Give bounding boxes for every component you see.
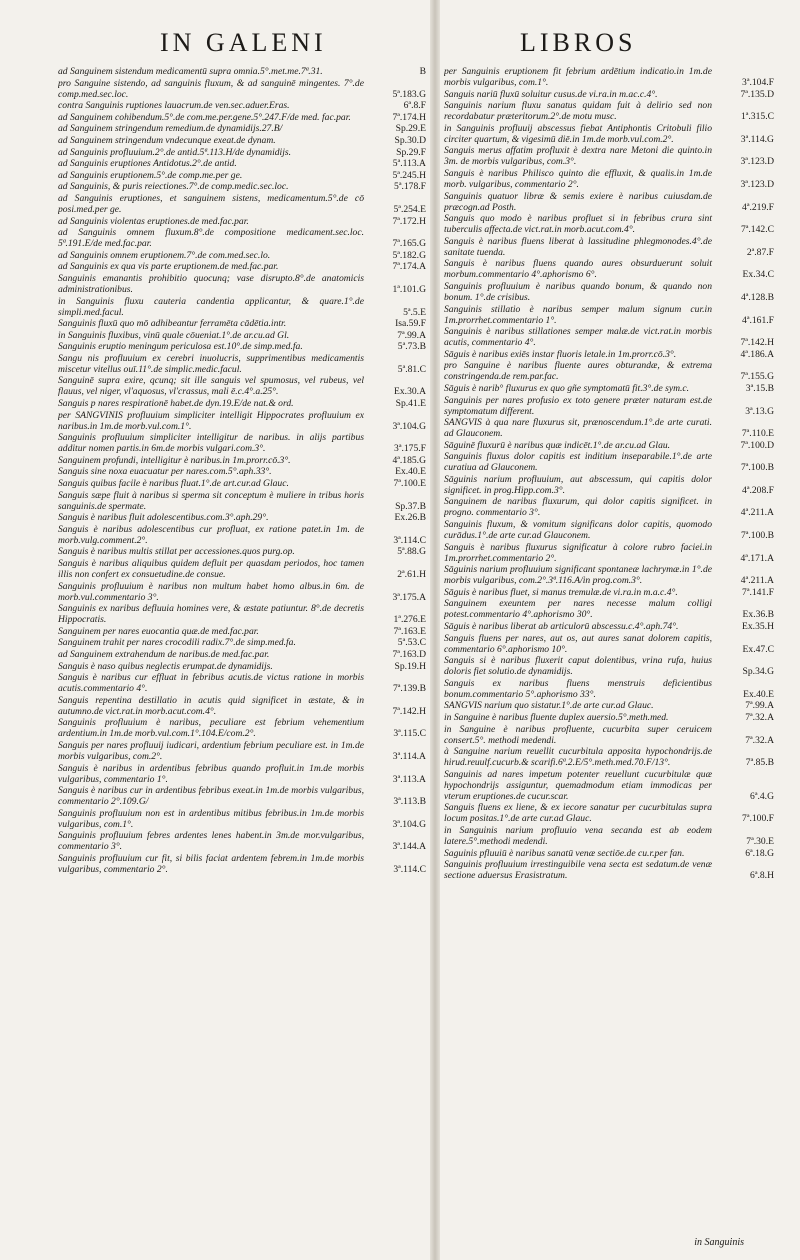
- index-entry: [58, 181, 426, 192]
- entry-reference: 5ª.73.B: [397, 341, 426, 353]
- entry-reference: 4ª.219.F: [742, 201, 774, 213]
- entry-text: Sāguis è naribus exiēs instar fluoris letale.in 1m.prorr.cō.3°.: [444, 348, 677, 360]
- index-entry: [444, 66, 774, 88]
- index-entry: [444, 769, 774, 802]
- entry-reference: 7ª.100.D: [740, 439, 774, 451]
- entry-reference: 7ª.141.F: [742, 586, 774, 598]
- index-entry: [58, 717, 426, 739]
- entry-text: pro Sanguine è naribus fluente aures obturandæ, & extrema constringenda.de rem.par.fac.: [444, 360, 712, 383]
- entry-reference: Ex.35.H: [742, 621, 774, 633]
- entry-text: Sanguinē supra exire, qcunq; sit ille sanguis vel spumosus, vel rubeus, vel flauus, vel niger, vl'aquosus, vl'crassus, mali ē.c.4°.a.25°.: [58, 375, 364, 398]
- entry-reference: 3ª.144.A: [392, 841, 426, 853]
- entry-reference: Ex.34.C: [742, 269, 774, 281]
- index-entry: [444, 168, 774, 190]
- index-entry: [444, 417, 774, 439]
- entry-reference: 3ª.104.G: [392, 420, 426, 432]
- entry-reference: Ex.36.B: [742, 609, 774, 621]
- entry-text: ad Sanguinis violentas eruptiones.de med.fac.par.: [58, 215, 249, 227]
- entry-text: Sanguis è naribus multis stillat per accessiones.quos purg.op.: [58, 546, 295, 558]
- index-entry: [58, 695, 426, 717]
- index-entry: [444, 848, 774, 859]
- index-entry: [58, 375, 426, 397]
- entry-text: Sanguinis profluuium simpliciter intelligitur de naribus. in alijs partibus additur nomen partis.in 6m.de morbis vulgari.com.3°.: [58, 432, 364, 455]
- entry-reference: 4ª.185.G: [392, 454, 426, 466]
- index-entry: [58, 808, 426, 830]
- entry-text: in Sanguine è naribus profluente, cucurbita super ceruicem consert.5°. methodi medendi.: [444, 723, 712, 746]
- entry-reference: 3ª.15.B: [745, 382, 774, 394]
- index-entry: [58, 763, 426, 785]
- entry-reference: 3ª.123.D: [740, 156, 774, 168]
- entry-text: ad Sanguinis eruptionem.5°.de comp.me.per ge.: [58, 169, 243, 181]
- index-entry: [58, 649, 426, 660]
- entry-text: Sanguinis per nares profusio ex toto genere præter naturam est.de symptomatum different.: [444, 394, 712, 417]
- entry-text: Sanguinis profluuium è naribus non multum habet homo albus.in 6m. de morb.vul.commentario 3°.: [58, 580, 364, 603]
- entry-text: Sanguis p nares respirationē habet.de dyn.19.E/de nat.& ord.: [58, 398, 294, 410]
- index-entry: [444, 746, 774, 768]
- entry-reference: 7ª.100.B: [740, 530, 774, 542]
- entry-text: Sanguinis fluxus dolor capitis est inditium inseparabile.1°.de arte curatiua ad Glauconem.: [444, 451, 712, 474]
- entry-text: Sāguinis narium profluuium significant spontaneæ lachrymæ.in 1°.de morbis vulgaribus, com.2°.3ª.116.A/in prog.com.3°.: [444, 564, 712, 587]
- entry-text: ad Sanguinis, & puris reiectiones.7°.de comp.medic.sec.loc.: [58, 181, 289, 193]
- entry-reference: 3ª.113.A: [392, 773, 426, 785]
- index-entry: [58, 661, 426, 672]
- index-entry: [58, 66, 426, 77]
- entry-reference: 7ª.155.G: [740, 371, 774, 383]
- entry-text: Sanguis è naribus cur in ardentibus febribus exeat.in 1m.de morbis vulgaribus, commentario 2°.109.G/: [58, 785, 364, 808]
- entry-reference: 2ª.61.H: [397, 569, 426, 580]
- entry-reference: Sp.41.E: [395, 398, 426, 410]
- entry-text: Sanguis è naribus Philisco quinto die effluxit, & qualis.in 1m.de morb. vulgaribus, commentario 2°.: [444, 167, 712, 190]
- entry-reference: 2ª.87.F: [746, 246, 774, 258]
- entry-text: Sāguinis narium profluuium, aut abscessum, qui capitis dolor significet. in prog.Hipp.com.3°.: [444, 473, 712, 496]
- page-gutter: [430, 0, 440, 1260]
- entry-text: SANGVIS narium quo sistatur.1°.de arte cur.ad Glauc.: [444, 700, 654, 712]
- index-entry: [58, 353, 426, 375]
- entry-reference: 7ª.139.B: [392, 683, 426, 695]
- index-entry: [58, 558, 426, 580]
- header-left: IN GALENI: [160, 28, 327, 57]
- entry-text: per Sanguinis eruptionem fit febrium ardētium indicatio.in 1m.de morbis vulgaribus, com.1°.: [444, 66, 712, 88]
- entry-text: ad Sanguinis eruptiones Antidotus.2°.de antid.: [58, 158, 237, 170]
- entry-reference: 7ª.32.A: [745, 712, 774, 723]
- entry-reference: 1ª.101.G: [392, 283, 426, 295]
- entry-reference: 3ª.13.G: [745, 405, 774, 417]
- entry-text: Sanguinis fluxum, & vomitum significans dolor capitis, quomodo curādus.1°.de arte cur.ad Glauconem.: [444, 519, 712, 542]
- entry-text: Sanguis sæpe fluit à naribus si sperma sit conceptum è muliere in tribus horis sanguinis.de spermate.: [58, 489, 364, 512]
- index-entry: [444, 349, 774, 360]
- index-entry: [58, 170, 426, 181]
- index-entry: [58, 524, 426, 546]
- entry-reference: 6ª.18.G: [745, 847, 774, 859]
- index-entry: [444, 724, 774, 746]
- entry-text: in Sanguinis narium profluuio vena secanda est ab eodem latere.5°.methodi medendi.: [444, 824, 712, 847]
- entry-reference: 7ª.163.D: [392, 648, 426, 660]
- entry-reference: Sp.29.F: [396, 146, 426, 158]
- index-entry: [444, 145, 774, 167]
- entry-reference: 4ª.161.F: [742, 314, 774, 326]
- index-entry: [58, 100, 426, 111]
- entry-text: Sanguis ex naribus fluens menstruis deficientibus bonum.commentario 5°.aphorismo 33°.: [444, 677, 712, 700]
- index-entry: [58, 227, 426, 249]
- index-entry: [58, 626, 426, 637]
- index-entry: [444, 360, 774, 382]
- entry-text: Sanguis nariū fluxū soluitur cusus.de vi.ra.in m.ac.c.4°.: [444, 88, 658, 100]
- entry-text: Sanguinem de naribus fluxurum, qui dolor capitis significet. in progno. commentario 3°.: [444, 496, 712, 519]
- entry-text: Sanguinis stillatio è naribus semper malum signum cur.in 1m.prorrhet.commentario 1°.: [444, 303, 712, 326]
- entry-text: Sanguinis profluuium cur fit, si bilis faciat ardentem febrem.in 1m.de morbis vulgaribus, commentario 2°.: [58, 852, 364, 875]
- entry-text: Sanguis è naribus fluens liberat à lassitudine phlegmonodes.4°.de sanitate tuenda.: [444, 235, 712, 258]
- entry-reference: 7ª.30.E: [746, 835, 774, 847]
- entry-reference: 5ª.254.E: [393, 203, 426, 215]
- entry-reference: 1ª.315.C: [740, 111, 774, 123]
- index-entry: [58, 318, 426, 329]
- entry-text: ad Sanguinis profluuium.2°.de antid.5ª.113.H/de dynamidijs.: [58, 146, 291, 158]
- entry-text: pro Sanguine sistendo, ad sanguinis fluxum, & ad sanguinē mingentes. 7°.de comp.med.sec.loc.: [58, 77, 364, 100]
- index-entry: [444, 474, 774, 496]
- index-entry: [444, 383, 774, 394]
- index-entry: [444, 587, 774, 598]
- entry-reference: 3ª.104.F: [742, 77, 774, 88]
- index-entry: [444, 542, 774, 564]
- entry-reference: 4ª.208.F: [742, 484, 774, 496]
- index-entry: [58, 490, 426, 512]
- entry-text: ad Sanguinem stringendum vndecunque exeat.de dynam.: [58, 134, 276, 146]
- entry-reference: 7ª.142.H: [392, 705, 426, 717]
- header-right: LIBROS: [520, 28, 637, 57]
- entry-text: Sanguis è naribus fluxurus significatur à colore rubro faciei.in 1m.prorrhet.commentario 2°.: [444, 541, 712, 564]
- entry-text: Sāguis è naribus fluet, si manus tremulæ.de vi.ra.in m.a.c.4°.: [444, 586, 678, 598]
- entry-reference: 3ª.114.C: [393, 863, 426, 875]
- entry-reference: 7ª.100.E: [393, 478, 426, 490]
- entry-text: SANGVIS à qua nare fluxurus sit, prænoscendum.1°.de arte curati. ad Glauconem.: [444, 417, 712, 440]
- entry-text: Sanguis quo modo è naribus profluet si in febribus crura sint tuberculis affecta.de vict.rat.in morb.acut.com.4°.: [444, 213, 712, 236]
- entry-reference: 5ª.182.G: [392, 249, 426, 261]
- entry-reference: 6ª.8.F: [403, 100, 426, 112]
- entry-reference: 4ª.128.B: [740, 291, 774, 303]
- index-entry: [444, 700, 774, 711]
- entry-text: ad Sanguinis ex qua vis parte eruptionem.de med.fac.par.: [58, 261, 279, 273]
- entry-text: contra Sanguinis ruptiones lauacrum.de ven.sec.aduer.Eras.: [58, 100, 290, 112]
- index-entry: [444, 802, 774, 824]
- entry-text: à Sanguine narium reuellit cucurbitula apposita hypochondrijs.de hirud.reuulf.cucurb.& scarifi.6ª.2.E/5°.meth.med.70.F/13°.: [444, 746, 712, 769]
- entry-text: Sanguis è naribus aliquibus quidem defluit per quasdam periodos, hoc tamen illis non confert ex consuetudine.de consue.: [58, 558, 364, 580]
- index-entry: [58, 135, 426, 146]
- entry-text: in Sanguinis fluxibus, vinū quale cōueniat.1°.de ar.cu.ad Gl.: [58, 329, 290, 341]
- entry-text: Sanguinis emanantis prohibitio quocunq; vase disrupto.8°.de anatomicis administrationibus.: [58, 272, 364, 295]
- entry-reference: 5ª.113.A: [392, 158, 426, 170]
- index-entry: [58, 158, 426, 169]
- entry-reference: 3ª.104.G: [392, 818, 426, 830]
- index-entry: [444, 191, 774, 213]
- entry-text: Sanguis è naribus fluens quando aures obsurduerunt soluit morbum.commentario 4°.aphorismo 6°.: [444, 258, 712, 281]
- index-entry: [444, 564, 774, 586]
- index-entry: [444, 258, 774, 280]
- entry-reference: 7ª.110.E: [741, 428, 774, 440]
- entry-text: Sanguinis eruptio meningum periculosa est.10°.de simp.med.fa.: [58, 341, 303, 353]
- index-entry: [58, 581, 426, 603]
- index-entry: [58, 147, 426, 158]
- index-entry: [58, 193, 426, 215]
- entry-text: ad Sanguinem sistendum medicamentū supra omnia.5°.met.me.7ª.31.: [58, 66, 323, 77]
- entry-reference: 5ª.5.E: [403, 306, 426, 318]
- entry-reference: 1ª.276.E: [393, 614, 426, 626]
- entry-text: Sanguis per nares profluuij iudicari, ardentium febrium peculiare est. in 1m.de morbis vulgaribus, com.2°.: [58, 739, 364, 762]
- entry-text: in Sanguinis fluxu cauteria candentia applicantur, & quare.1°.de simpli.med.facul.: [58, 295, 364, 318]
- entry-reference: 4ª.171.A: [740, 552, 774, 564]
- left-column: [58, 66, 426, 1232]
- entry-text: ad Sanguinis eruptiones, et sanguinem sistens, medicamentum.5°.de cō posi.med.per ge.: [58, 192, 364, 215]
- entry-text: in Sanguinis profluuij abscessus fiebat Antiphontis Critobuli filio circiter quartum, & vigesimū diē.in 1m.de morb.vul.com.2°.: [444, 122, 712, 145]
- entry-text: Sanguinis narium fluxu sanatus quidam fuit à delirio sed non recordabatur præteritorum.2°.de motu musc.: [444, 100, 712, 123]
- entry-reference: Sp.37.B: [395, 500, 426, 512]
- index-entry: [444, 326, 774, 348]
- entry-reference: Ex.47.C: [742, 643, 774, 655]
- entry-text: ad Sanguinem cohibendum.5°.de com.me.per.gene.5°.247.F/de med. fac.par.: [58, 111, 351, 123]
- index-entry: [444, 440, 774, 451]
- index-entry: [58, 250, 426, 261]
- entry-reference: 3ª.123.D: [740, 178, 774, 190]
- entry-text: Saguinis pfluuiū è naribus sanatū venæ sectiōe.de cu.r.per fan.: [444, 847, 685, 859]
- index-entry: [58, 341, 426, 352]
- entry-reference: 5ª.183.G: [392, 88, 426, 100]
- entry-reference: 7ª.100.F: [742, 813, 774, 825]
- index-entry: [58, 455, 426, 466]
- entry-reference: 6ª.8.H: [750, 870, 774, 882]
- entry-reference: Ex.30.A: [394, 386, 426, 398]
- entry-reference: B: [419, 66, 426, 77]
- entry-reference: 7ª.99.A: [397, 329, 426, 341]
- index-entry: [58, 853, 426, 875]
- entry-reference: 5ª.88.G: [397, 546, 426, 558]
- entry-text: ad Sanguinis omnem eruptionem.7°.de com.med.sec.lo.: [58, 249, 271, 261]
- index-entry: [58, 78, 426, 100]
- entry-text: Sanguinem exeuntem per nares necesse malum colligi potest.commentario 4°.aphorismo 30°.: [444, 598, 712, 621]
- running-header: [0, 28, 800, 68]
- entry-reference: 5ª.81.C: [397, 363, 426, 375]
- index-entry: [444, 859, 774, 881]
- catchword: in Sanguinis: [694, 1237, 744, 1248]
- entry-reference: 7ª.172.H: [392, 215, 426, 227]
- index-entry: [58, 512, 426, 523]
- index-entry: [444, 395, 774, 417]
- entry-text: Sanguinis profluuium non est in ardentibus mitibus febribus.in 1m.de morbis vulgaribus, com.1°.: [58, 807, 364, 830]
- index-entry: [444, 123, 774, 145]
- index-entry: [58, 216, 426, 227]
- entry-text: Sanguinis è naribus stillationes semper malæ.de vict.rat.in morbis acutis, commentario 4°.: [444, 326, 712, 349]
- entry-reference: 7ª.142.C: [740, 224, 774, 236]
- entry-text: Sanguis fluens per nares, aut os, aut aures sanat dolorem capitis, commentario 6°.aphorismo 10°.: [444, 632, 712, 655]
- entry-text: ad Sanguinem stringendum remedium.de dynamidijs.27.B/: [58, 123, 283, 135]
- entry-reference: 5ª.178.F: [394, 181, 426, 193]
- entry-text: Sanguinem trahit per nares crocodili radix.7°.de simp.med.fa.: [58, 637, 296, 649]
- entry-text: Sanguis è naribus cur effluat in febribus acutis.de victus ratione in morbis acutis.commentario 4°.: [58, 672, 364, 695]
- entry-reference: Ex.40.E: [743, 688, 774, 700]
- entry-reference: 3ª.175.F: [394, 443, 426, 455]
- entry-text: Sanguis quibus facile è naribus fluat.1°.de art.cur.ad Glauc.: [58, 478, 289, 490]
- index-entry: [58, 123, 426, 134]
- entry-text: Sanguinis profluuium irrestinguibile vena secta est sedatum.de venæ sectione aduersus Erasistratum.: [444, 859, 712, 882]
- index-entry: [58, 637, 426, 648]
- entry-text: Sanguinis profluuium è naribus, peculiare est febrium vehementium ardentium.in 1m.de morb.vul.com.1°.104.E/com.2°.: [58, 717, 364, 740]
- entry-text: Sanguis sine noxa euacuatur per nares.com.5°.aph.33°.: [58, 466, 272, 478]
- index-entry: [58, 672, 426, 694]
- entry-reference: 3ª.113.B: [393, 796, 426, 808]
- entry-reference: 7ª.32.A: [745, 734, 774, 746]
- entry-text: in Sanguine è naribus fluente duplex auersio.5°.meth.med.: [444, 712, 669, 723]
- index-entry: [58, 785, 426, 807]
- entry-text: Sangu nis profluuium ex cerebri inuolucris, supprimentibus medicamentis miscetur vitellus ouī.11°.de simplic.medic.facul.: [58, 352, 364, 375]
- index-entry: [444, 496, 774, 518]
- entry-reference: 7ª.85.B: [745, 757, 774, 769]
- entry-reference: 7ª.100.B: [740, 462, 774, 474]
- index-entry: [58, 330, 426, 341]
- entry-reference: Ex.26.B: [394, 512, 426, 524]
- right-column: [444, 66, 774, 1232]
- entry-reference: 3ª.114.A: [392, 750, 426, 762]
- entry-reference: Ex.40.E: [395, 466, 426, 478]
- entry-reference: 7ª.174.A: [392, 261, 426, 273]
- index-entry: [58, 398, 426, 409]
- entry-text: Sanguinis ad nares impetum potenter reuellunt cucurbitulæ quæ hypochondrijs assiguntur, quemadmodum etiam immodicas per vterum eruptiones.de cucur.scar.: [444, 768, 712, 802]
- entry-text: per SANGVINIS profluuium simpliciter intelligit Hippocrates profluuium ex naribus.in 1m.de morb.vul.com.1°.: [58, 409, 364, 432]
- entry-text: Sanguis è naribus adolescentibus cur profluat, ex ratione patet.in 1m. de morb.vulg.comment.2°.: [58, 523, 364, 546]
- entry-text: ad Sanguinis omnem fluxum.8°.de compositione medicament.sec.loc. 5ª.191.E/de med.fac.par.: [58, 227, 364, 250]
- entry-text: Sanguinis quatuor libræ & semis exiere è naribus cuiusdam.de præcogn.ad Posth.: [444, 190, 712, 213]
- index-entry: [58, 603, 426, 625]
- entry-reference: 7ª.174.H: [392, 111, 426, 123]
- entry-reference: Sp.29.E: [395, 123, 426, 135]
- entry-text: Sanguinis fluxū quo mō adhibeantur ferramēta cādētia.intr.: [58, 318, 287, 330]
- index-entry: [58, 466, 426, 477]
- entry-text: Sanguis merus affatim profluxit è dextra nare Metoni die quinto.in 3m. de morbis vulgaribus, com.3°.: [444, 145, 712, 168]
- index-entry: [58, 410, 426, 432]
- index-entry: [444, 678, 774, 700]
- entry-reference: 7ª.99.A: [745, 700, 774, 712]
- entry-reference: 4ª.211.A: [740, 575, 774, 587]
- entry-text: Sāguis è naribus liberat ab articulorū abscessu.c.4°.aph.74°.: [444, 621, 679, 633]
- entry-reference: 4ª.211.A: [740, 507, 774, 519]
- index-entry: [58, 432, 426, 454]
- index-entry: [58, 478, 426, 489]
- entry-reference: 7ª.165.G: [392, 238, 426, 250]
- entry-reference: 5ª.53.C: [397, 637, 426, 649]
- entry-text: Sanguis fluens ex liene, & ex iecore sanatur per cucurbitulas supra locum positas.1°.de arte cur.ad Glauc.: [444, 802, 712, 825]
- entry-reference: 7ª.163.E: [393, 625, 426, 637]
- index-entry: [444, 712, 774, 723]
- index-entry: [444, 655, 774, 677]
- index-entry: [444, 519, 774, 541]
- entry-text: Sanguis è naribus in ardentibus febribus quando profluit.in 1m.de morbis vulgaribus, commentario 1°.: [58, 762, 364, 785]
- index-entry: [58, 112, 426, 123]
- index-entry: [58, 296, 426, 318]
- index-entry: [58, 830, 426, 852]
- index-entry: [58, 740, 426, 762]
- index-entry: [444, 281, 774, 303]
- entry-text: Sanguis è naribus fluit adolescentibus.com.3°.aph.29°.: [58, 512, 269, 524]
- entry-reference: 7ª.142.H: [740, 337, 774, 349]
- index-entry: [444, 451, 774, 473]
- entry-reference: Isa.59.F: [395, 318, 426, 330]
- entry-reference: 3ª.175.A: [392, 591, 426, 603]
- index-entry: [444, 89, 774, 100]
- entry-text: Sāguinē fluxurū è naribus quæ indicēt.1°.de ar.cu.ad Glau.: [444, 439, 671, 451]
- index-entry: [444, 213, 774, 235]
- index-entry: [444, 598, 774, 620]
- entry-text: Sanguinis ex naribus defluuia homines vere, & æstate patiuntur. 8°.de decretis Hippocratis.: [58, 603, 364, 626]
- index-entry: [444, 621, 774, 632]
- entry-text: Sāguis è narib° fluxurus ex quo gñe symptomatū fit.3°.de sym.c.: [444, 382, 690, 394]
- entry-reference: Sp.30.D: [394, 134, 426, 146]
- entry-reference: 6ª.4.G: [750, 790, 774, 802]
- index-entry: [58, 261, 426, 272]
- entry-text: Sanguinis profluuium febres ardentes lenes habent.in 3m.de mor.vulgaribus, commentario 3°.: [58, 830, 364, 853]
- index-entry: [444, 633, 774, 655]
- entry-reference: 3ª.114.C: [393, 534, 426, 546]
- entry-reference: 7ª.135.D: [740, 88, 774, 100]
- entry-text: Sanguinem profundi, intelligitur è naribus.in 1m.prorr.cō.3°.: [58, 454, 291, 466]
- entry-reference: 3ª.114.G: [740, 133, 774, 145]
- entry-reference: 3ª.115.C: [393, 728, 426, 740]
- entry-text: Sanguinis profluuium è naribus quando bonum, & quando non bonum. 1°.de crisibus.: [444, 280, 712, 303]
- entry-reference: 5ª.245.H: [392, 169, 426, 181]
- entry-text: Sanguis si è naribus fluxerit caput dolentibus, vrina rufa, huius doloris fiet solutio.de dynamidijs.: [444, 655, 712, 678]
- index-entry: [58, 546, 426, 557]
- entry-reference: Sp.19.H: [394, 660, 426, 672]
- index-entry: [444, 100, 774, 122]
- entry-text: ad Sanguinem extrahendum de naribus.de med.fac.par.: [58, 648, 270, 660]
- index-entry: [58, 273, 426, 295]
- index-entry: [444, 304, 774, 326]
- index-entry: [444, 236, 774, 258]
- entry-text: Sanguinem per nares euocantia quæ.de med.fac.par.: [58, 625, 259, 637]
- entry-reference: Sp.34.G: [742, 666, 774, 678]
- entry-text: Sanguis è naso quibus neglectis erumpat.de dynamidijs.: [58, 660, 273, 672]
- entry-reference: 4ª.186.A: [740, 348, 774, 360]
- index-entry: [444, 825, 774, 847]
- entry-text: Sanguis repentina destillatio in acutis quid significet in æstate, & in autumno.de vict.rat.in morb.acut.com.4°.: [58, 694, 364, 717]
